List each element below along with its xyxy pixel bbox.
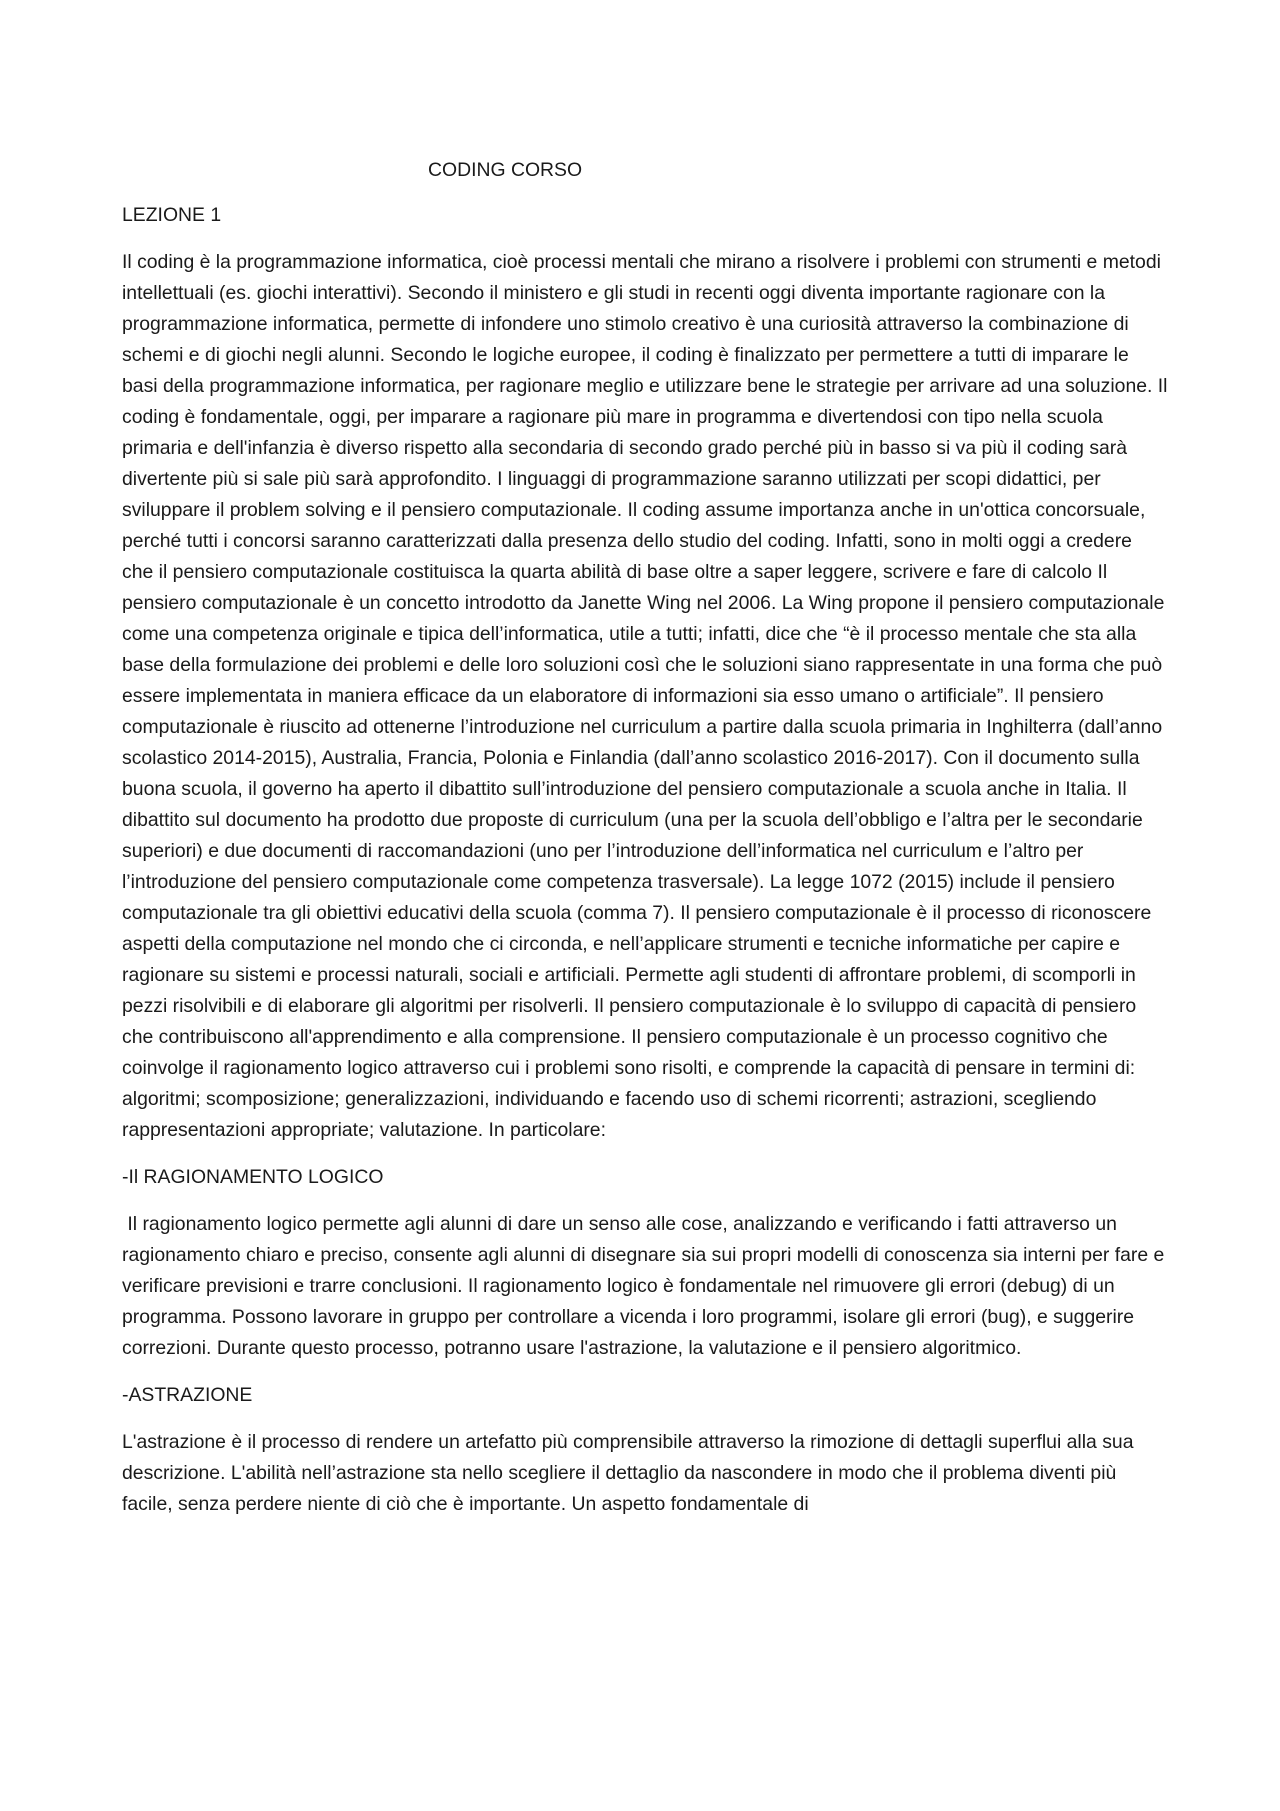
section-heading-logical-reasoning: -Il RAGIONAMENTO LOGICO [122, 1166, 384, 1188]
lesson-heading: LEZIONE 1 [122, 204, 222, 226]
logical-reasoning-paragraph: Il ragionamento logico permette agli alunni di dare un senso alle cose, analizzando e verificando i fatti attraverso un ragionamento chiaro e preciso, consente agli alunni di disegnare sia sui propri modelli di conoscenza sia interni per fare e verificare previsioni e trarre conclusioni. Il ragionamento logico è fondamentale nel rimuovere gli errori (debug) di un programma. Possono lavorare in gruppo per controllare a vicenda i loro programmi, isolare gli errori (bug), e suggerire correzioni. Durante questo processo, potranno usare l'astrazione, la valutazione e il pensiero algoritmico. [122, 1213, 1170, 1359]
document-title: CODING CORSO [428, 159, 583, 181]
section-heading-abstraction: -ASTRAZIONE [122, 1384, 253, 1406]
intro-paragraph: Il coding è la programmazione informatica, cioè processi mentali che mirano a risolvere i problemi con strumenti e metodi intellettuali (es. giochi interattivi). Secondo il ministero e gli studi in recenti oggi diventa importante ragionare con la programmazione informatica, permette di infondere uno stimolo creativo è una curiosità attraverso la combinazione di schemi e di giochi negli alunni. Secondo le logiche europee, il coding è finalizzato per permettere a tutti di imparare le basi della programmazione informatica, per ragionare meglio e utilizzare bene le strategie per arrivare ad una soluzione. Il coding è fondamentale, oggi, per imparare a ragionare più mare in programma e divertendosi con tipo nella scuola primaria e dell'infanzia è diverso rispetto alla secondaria di secondo grado perché più in basso si va più il coding sarà divertente più si sale più sarà approfondito. I linguaggi di programmazione saranno utilizzati per scopi didattici, per sviluppare il problem solving e il pensiero computazionale. Il coding assume importanza anche in un'ottica concorsuale, perché tutti i concorsi saranno caratterizzati dalla presenza dello studio del coding. Infatti, sono in molti oggi a credere che il pensiero computazionale costituisca la quarta abilità di base oltre a saper leggere, scrivere e fare di calcolo Il pensiero computazionale è un concetto introdotto da Janette Wing nel 2006. La Wing propone il pensiero computazionale come una competenza originale e tipica dell’informatica, utile a tutti; infatti, dice che “è il processo mentale che sta alla base della formulazione dei problemi e delle loro soluzioni così che le soluzioni siano rappresentate in una forma che può essere implementata in maniera efficace da un elaboratore di informazioni sia esso umano o artificiale”. Il pensiero computazionale è riuscito ad ottenerne l’introduzione nel curriculum a partire dalla scuola primaria in Inghilterra (dall’anno scolastico 2014-2015), Australia, Francia, Polonia e Finlandia (dall’anno scolastico 2016-2017). Con il documento sulla buona scuola, il governo ha aperto il dibattito sull’introduzione del pensiero computazionale a scuola anche in Italia. Il dibattito sul documento ha prodotto due proposte di curriculum (una per la scuola dell’obbligo e l’altra per le secondarie superiori) e due documenti di raccomandazioni (uno per l’introduzione dell’informatica nel curriculum e l’altro per l’introduzione del pensiero computazionale come competenza trasversale). La legge 1072 (2015) include il pensiero computazionale tra gli obiettivi educativi della scuola (comma 7). Il pensiero computazionale è il processo di riconoscere aspetti della computazione nel mondo che ci circonda, e nell’applicare strumenti e tecniche informatiche per capire e ragionare su sistemi e processi naturali, sociali e artificiali. Permette agli studenti di affrontare problemi, di scomporli in pezzi risolvibili e di elaborare gli algoritmi per risolverli. Il pensiero computazionale è lo sviluppo di capacità di pensiero che contribuiscono all'apprendimento e alla comprensione. Il pensiero computazionale è un processo cognitivo che coinvolge il ragionamento logico attraverso cui i problemi sono risolti, e comprende la capacità di pensare in termini di: algoritmi; scomposizione; generalizzazioni, individuando e facendo uso di schemi ricorrenti; astrazioni, scegliendo rappresentazioni appropriate; valutazione. In particolare: [122, 251, 1168, 1141]
document-body [122, 155, 1168, 1536]
abstraction-paragraph: L'astrazione è il processo di rendere un artefatto più comprensibile attraverso la rimozione di dettagli superflui alla sua descrizione. L'abilità nell’astrazione sta nello scegliere il dettaglio da nascondere in modo che il problema diventi più facile, senza perdere niente di ciò che è importante. Un aspetto fondamentale di [122, 1431, 1134, 1515]
